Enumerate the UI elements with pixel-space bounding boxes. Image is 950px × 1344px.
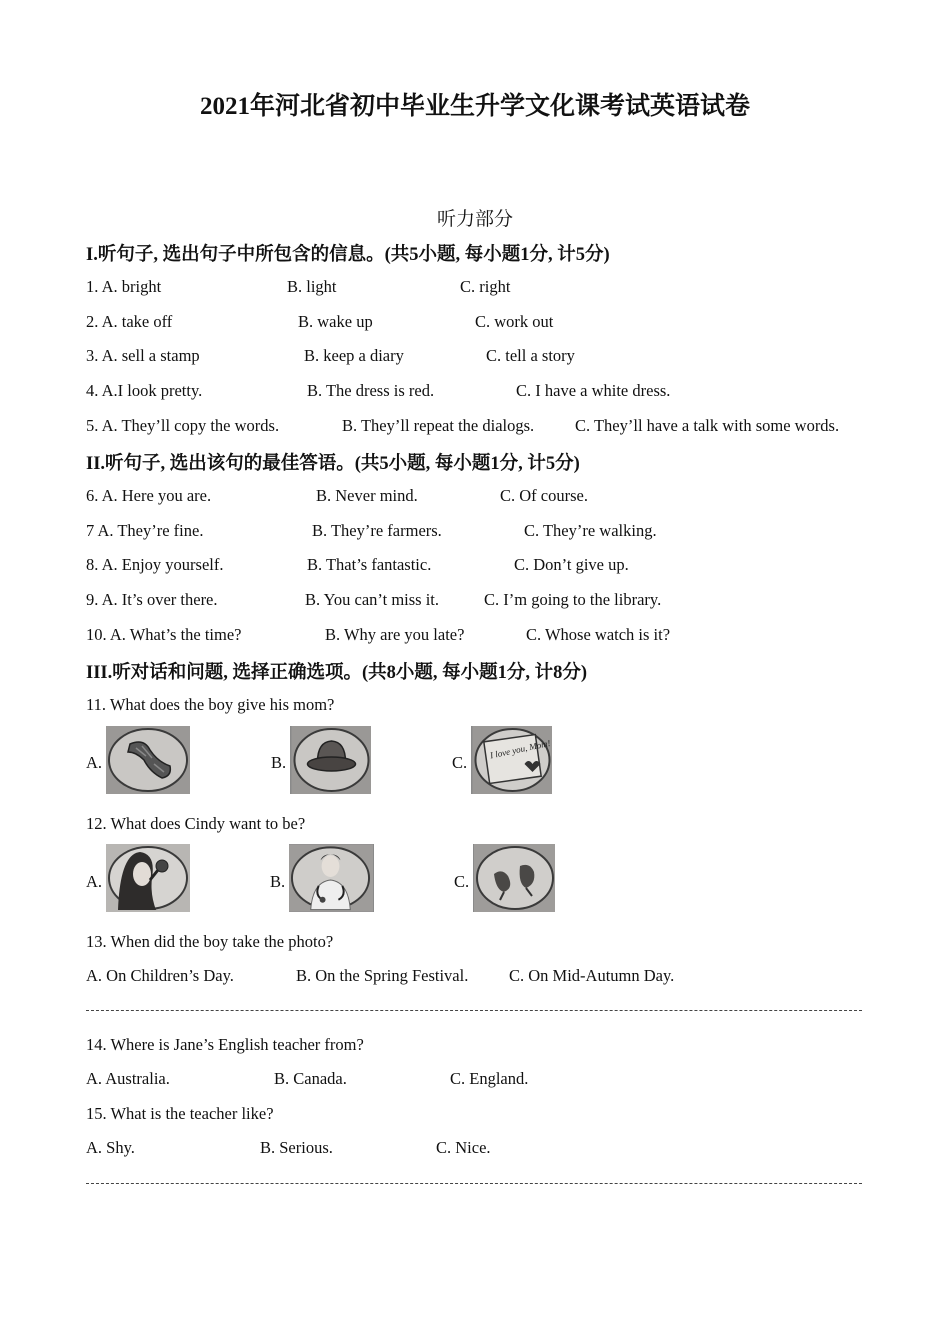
q4-option-c: C. I have a white dress. <box>516 381 671 400</box>
q6-option-a: 6. A. Here you are. <box>86 486 212 505</box>
q5-option-a: 5. A. They’ll copy the words. <box>86 416 280 435</box>
q11-text: 11. What does the boy give his mom? <box>86 695 335 714</box>
q11-label-c: C. <box>452 753 468 772</box>
q1-option-a: 1. A. bright <box>86 277 162 296</box>
q15-option-a: A. Shy. <box>86 1138 135 1157</box>
doctor-picture <box>289 844 374 912</box>
q7-option-a: 7 A. They’re fine. <box>86 521 204 540</box>
q15-option-b: B. Serious. <box>260 1138 333 1157</box>
section-title: 听力部分 <box>436 209 513 230</box>
q13-option-a: A. On Children’s Day. <box>86 966 234 985</box>
q14-text: 14. Where is Jane’s English teacher from? <box>86 1035 364 1054</box>
exam-title: 2021年河北省初中毕业生升学文化课考试英语试卷 <box>199 93 750 120</box>
q10-option-b: B. Why are you late? <box>325 625 465 644</box>
q8-option-b: B. That’s fantastic. <box>307 555 432 574</box>
q15-option-c: C. Nice. <box>436 1138 491 1157</box>
q9-option-a: 9. A. It’s over there. <box>86 590 218 609</box>
q4-option-a: 4. A.I look pretty. <box>86 381 203 400</box>
q2-option-b: B. wake up <box>298 312 373 331</box>
q15-text: 15. What is the teacher like? <box>86 1104 274 1123</box>
q14-option-a: A. Australia. <box>86 1069 170 1088</box>
q13-option-b: B. On the Spring Festival. <box>296 966 469 985</box>
q13-option-c: C. On Mid-Autumn Day. <box>509 966 675 985</box>
q11-label-b: B. <box>271 753 287 772</box>
singer-picture <box>106 844 190 912</box>
dashed-divider <box>86 1010 862 1011</box>
q6-option-b: B. Never mind. <box>316 486 418 505</box>
dancer-picture <box>473 844 555 912</box>
q3-option-c: C. tell a story <box>486 346 575 365</box>
card-picture <box>471 726 552 794</box>
q5-option-c: C. They’ll have a talk with some words. <box>575 416 840 435</box>
q7-option-c: C. They’re walking. <box>524 521 657 540</box>
q2-option-c: C. work out <box>475 312 554 331</box>
scarf-picture <box>106 726 190 794</box>
q9-option-c: C. I’m going to the library. <box>484 590 662 609</box>
part3-heading: III.听对话和问题, 选择正确选项。(共8小题, 每小题1分, 计8分) <box>86 663 588 683</box>
q14-option-c: C. England. <box>450 1069 529 1088</box>
q14-option-b: B. Canada. <box>274 1069 347 1088</box>
q3-option-a: 3. A. sell a stamp <box>86 346 200 365</box>
q10-option-a: 10. A. What’s the time? <box>86 625 242 644</box>
q3-option-b: B. keep a diary <box>304 346 404 365</box>
q12-label-c: C. <box>454 872 470 891</box>
q1-option-b: B. light <box>287 277 337 296</box>
q9-option-b: B. You can’t miss it. <box>305 590 440 609</box>
card-text: I love you, Mom! <box>489 737 552 761</box>
q12-label-a: A. <box>86 872 103 891</box>
q5-option-b: B. They’ll repeat the dialogs. <box>342 416 535 435</box>
q4-option-b: B. The dress is red. <box>307 381 435 400</box>
q2-option-a: 2. A. take off <box>86 312 173 331</box>
q10-option-c: C. Whose watch is it? <box>526 625 671 644</box>
q12-text: 12. What does Cindy want to be? <box>86 814 306 833</box>
q1-option-c: C. right <box>460 277 511 296</box>
q6-option-c: C. Of course. <box>500 486 588 505</box>
q8-option-a: 8. A. Enjoy yourself. <box>86 555 224 574</box>
q7-option-b: B. They’re farmers. <box>312 521 442 540</box>
part2-heading: II.听句子, 选出该句的最佳答语。(共5小题, 每小题1分, 计5分) <box>86 454 580 474</box>
q13-text: 13. When did the boy take the photo? <box>86 932 334 951</box>
dashed-divider <box>86 1183 862 1184</box>
q12-label-b: B. <box>270 872 286 891</box>
hat-picture <box>290 726 371 794</box>
q8-option-c: C. Don’t give up. <box>514 555 629 574</box>
q11-label-a: A. <box>86 753 103 772</box>
part1-heading: I.听句子, 选出句子中所包含的信息。(共5小题, 每小题1分, 计5分) <box>86 245 610 265</box>
